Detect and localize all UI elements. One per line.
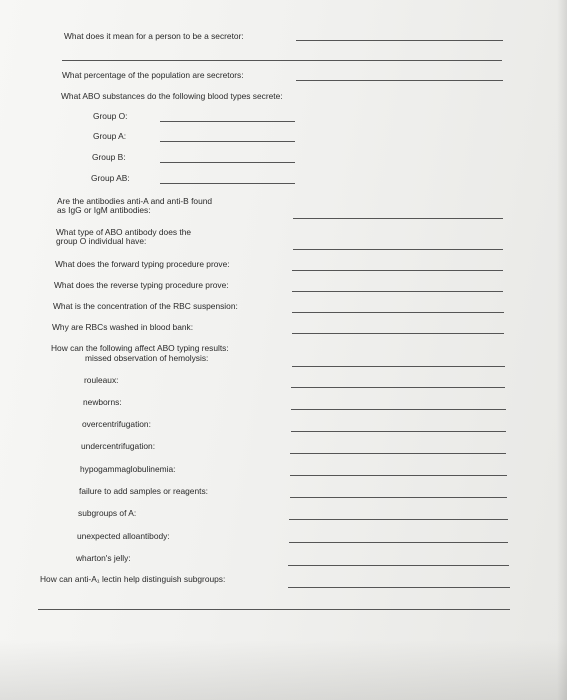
label-group-o: Group O: [93, 111, 128, 121]
question-antibody-class-line2: as IgG or IgM antibodies: [57, 205, 151, 215]
page-edge-shadow [557, 0, 567, 700]
answer-line-group-a[interactable] [160, 141, 295, 142]
answer-line-secretor-percentage[interactable] [296, 80, 503, 81]
answer-line-rbc-washed[interactable] [292, 333, 504, 334]
question-rbc-washed: Why are RBCs washed in blood bank: [52, 322, 194, 332]
answer-line-forward-typing[interactable] [292, 270, 503, 271]
answer-line-undercentrifugation[interactable] [290, 453, 506, 454]
label-newborns: newborns: [83, 397, 122, 407]
question-anti-a1-lectin: How can anti-A₁ lectin help distinguish subgroups: [40, 574, 226, 584]
page-shadow [0, 640, 567, 700]
question-secretor-percentage: What percentage of the population are secretors: [62, 70, 244, 80]
answer-line-overcentrifugation[interactable] [291, 431, 506, 432]
label-undercentrifugation: undercentrifugation: [81, 441, 156, 451]
question-forward-typing: What does the forward typing procedure prove: [55, 259, 230, 269]
answer-line-missed-hemolysis[interactable] [292, 366, 505, 367]
answer-line-hypogammaglobulinemia[interactable] [290, 475, 507, 476]
question-group-o-antibody-line2: group O individual have: [56, 236, 147, 246]
question-antibody-class-line1: Are the antibodies anti-A and anti-B found [57, 196, 213, 206]
question-rbc-concentration: What is the concentration of the RBC suspension: [53, 301, 238, 311]
label-rouleaux: rouleaux: [84, 375, 119, 385]
answer-line-group-o-antibody[interactable] [293, 249, 503, 250]
label-group-b: Group B: [92, 152, 126, 162]
answer-line-group-ab[interactable] [160, 183, 295, 184]
answer-line-reverse-typing[interactable] [292, 291, 503, 292]
answer-line-antibody-class[interactable] [293, 218, 503, 219]
question-secretor-meaning: What does it mean for a person to be a secretor: [64, 31, 244, 41]
answer-line-secretor-meaning[interactable] [296, 40, 503, 41]
label-group-ab: Group AB: [91, 173, 130, 183]
answer-line-rbc-concentration[interactable] [292, 312, 504, 313]
answer-line-subgroups-of-a[interactable] [289, 519, 508, 520]
answer-line-newborns[interactable] [291, 409, 506, 410]
question-reverse-typing: What does the reverse typing procedure prove: [54, 280, 229, 290]
label-overcentrifugation: overcentrifugation: [82, 419, 151, 429]
answer-line-rouleaux[interactable] [291, 387, 505, 388]
answer-line-anti-a1-lectin[interactable] [288, 587, 510, 588]
label-group-a: Group A: [93, 131, 127, 141]
label-subgroups-of-a: subgroups of A: [78, 508, 137, 518]
answer-line-unexpected-alloantibody[interactable] [289, 542, 508, 543]
answer-line-group-b[interactable] [160, 162, 295, 163]
label-whartons-jelly: wharton's jelly: [76, 553, 131, 563]
label-unexpected-alloantibody: unexpected alloantibody: [77, 531, 170, 541]
label-missed-hemolysis: missed observation of hemolysis: [85, 353, 209, 363]
answer-line-group-o[interactable] [160, 121, 295, 122]
question-abo-typing-effects: How can the following affect ABO typing results: [51, 343, 229, 353]
question-group-o-antibody-line1: What type of ABO antibody does the [56, 227, 192, 237]
question-abo-substances: What ABO substances do the following blood types secrete: [61, 91, 283, 101]
answer-line-secretor-meaning-2[interactable] [62, 60, 502, 61]
label-failure-to-add: failure to add samples or reagents: [79, 486, 208, 496]
answer-line-whartons-jelly[interactable] [288, 565, 509, 566]
answer-line-failure-to-add[interactable] [290, 497, 507, 498]
answer-line-anti-a1-lectin-2[interactable] [38, 609, 510, 610]
label-hypogammaglobulinemia: hypogammaglobulinemia: [80, 464, 176, 474]
